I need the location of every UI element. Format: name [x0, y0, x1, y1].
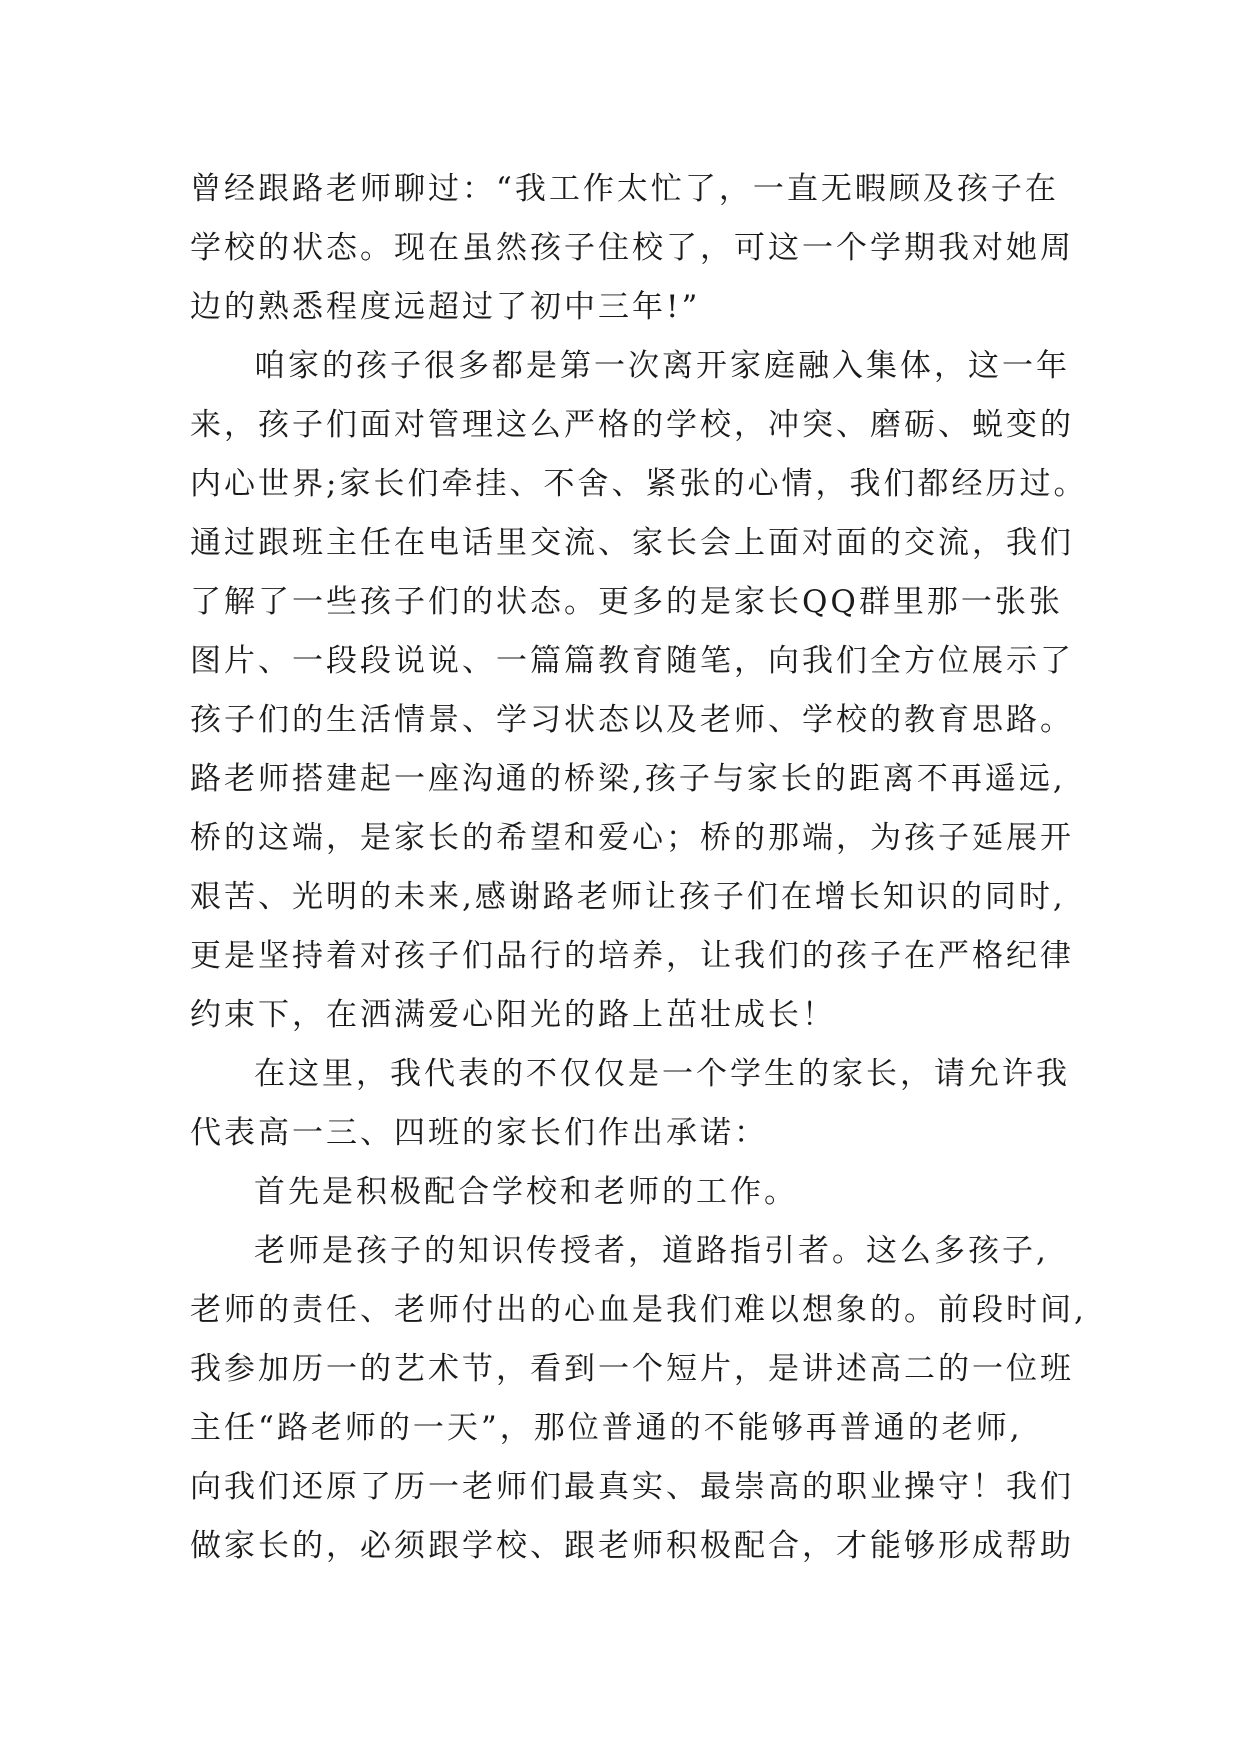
text-line: 曾经跟路老师聊过：“我工作太忙了，一直无暇顾及孩子在: [190, 171, 1059, 207]
text-line: 老师是孩子的知识传授者，道路指引者。这么多孩子,: [254, 1233, 1049, 1269]
text-line: 老师的责任、老师付出的心血是我们难以想象的。前段时间,: [190, 1292, 1087, 1328]
text-line: 了解了一些孩子们的状态。更多的是家长QQ群里那一张张: [190, 584, 1063, 620]
text-line: 向我们还原了历一老师们最真实、最崇高的职业操守！我们: [190, 1469, 1074, 1505]
body-text: [190, 160, 1088, 1576]
text-line: 图片、一段段说说、一篇篇教育随笔，向我们全方位展示了: [190, 643, 1074, 679]
text-line: 来，孩子们面对管理这么严格的学校，冲突、磨砺、蜕变的: [190, 407, 1074, 443]
text-line: 咱家的孩子很多都是第一次离开家庭融入集体，这一年: [254, 348, 1070, 384]
text-line: 约束下，在洒满爱心阳光的路上茁壮成长！: [190, 997, 836, 1033]
text-line: 在这里，我代表的不仅仅是一个学生的家长，请允许我: [254, 1056, 1070, 1092]
text-line: 孩子们的生活情景、学习状态以及老师、学校的教育思路。: [190, 702, 1074, 738]
text-line: 主任“路老师的一天”，那位普通的不能够再普通的老师,: [190, 1410, 1023, 1446]
text-line: 代表高一三、四班的家长们作出承诺：: [190, 1115, 768, 1151]
text-line: 我参加历一的艺术节，看到一个短片，是讲述高二的一位班: [190, 1351, 1074, 1387]
text-line: 路老师搭建起一座沟通的桥梁,孩子与家长的距离不再遥远,: [190, 761, 1066, 797]
text-line: 更是坚持着对孩子们品行的培养，让我们的孩子在严格纪律: [190, 938, 1074, 974]
text-line: 通过跟班主任在电话里交流、家长会上面对面的交流，我们: [190, 525, 1074, 561]
text-line: 桥的这端，是家长的希望和爱心；桥的那端，为孩子延展开: [190, 820, 1074, 856]
text-line: 做家长的，必须跟学校、跟老师积极配合，才能够形成帮助: [190, 1528, 1074, 1564]
text-line: 首先是积极配合学校和老师的工作。: [254, 1174, 798, 1210]
text-line: 内心世界;家长们牵挂、不舍、紧张的心情，我们都经历过。: [190, 466, 1088, 502]
text-line: 学校的状态。现在虽然孩子住校了，可这一个学期我对她周: [190, 230, 1074, 266]
text-line: 艰苦、光明的未来,感谢路老师让孩子们在增长知识的同时,: [190, 879, 1066, 915]
text-line: 边的熟悉程度远超过了初中三年!”: [190, 289, 701, 325]
